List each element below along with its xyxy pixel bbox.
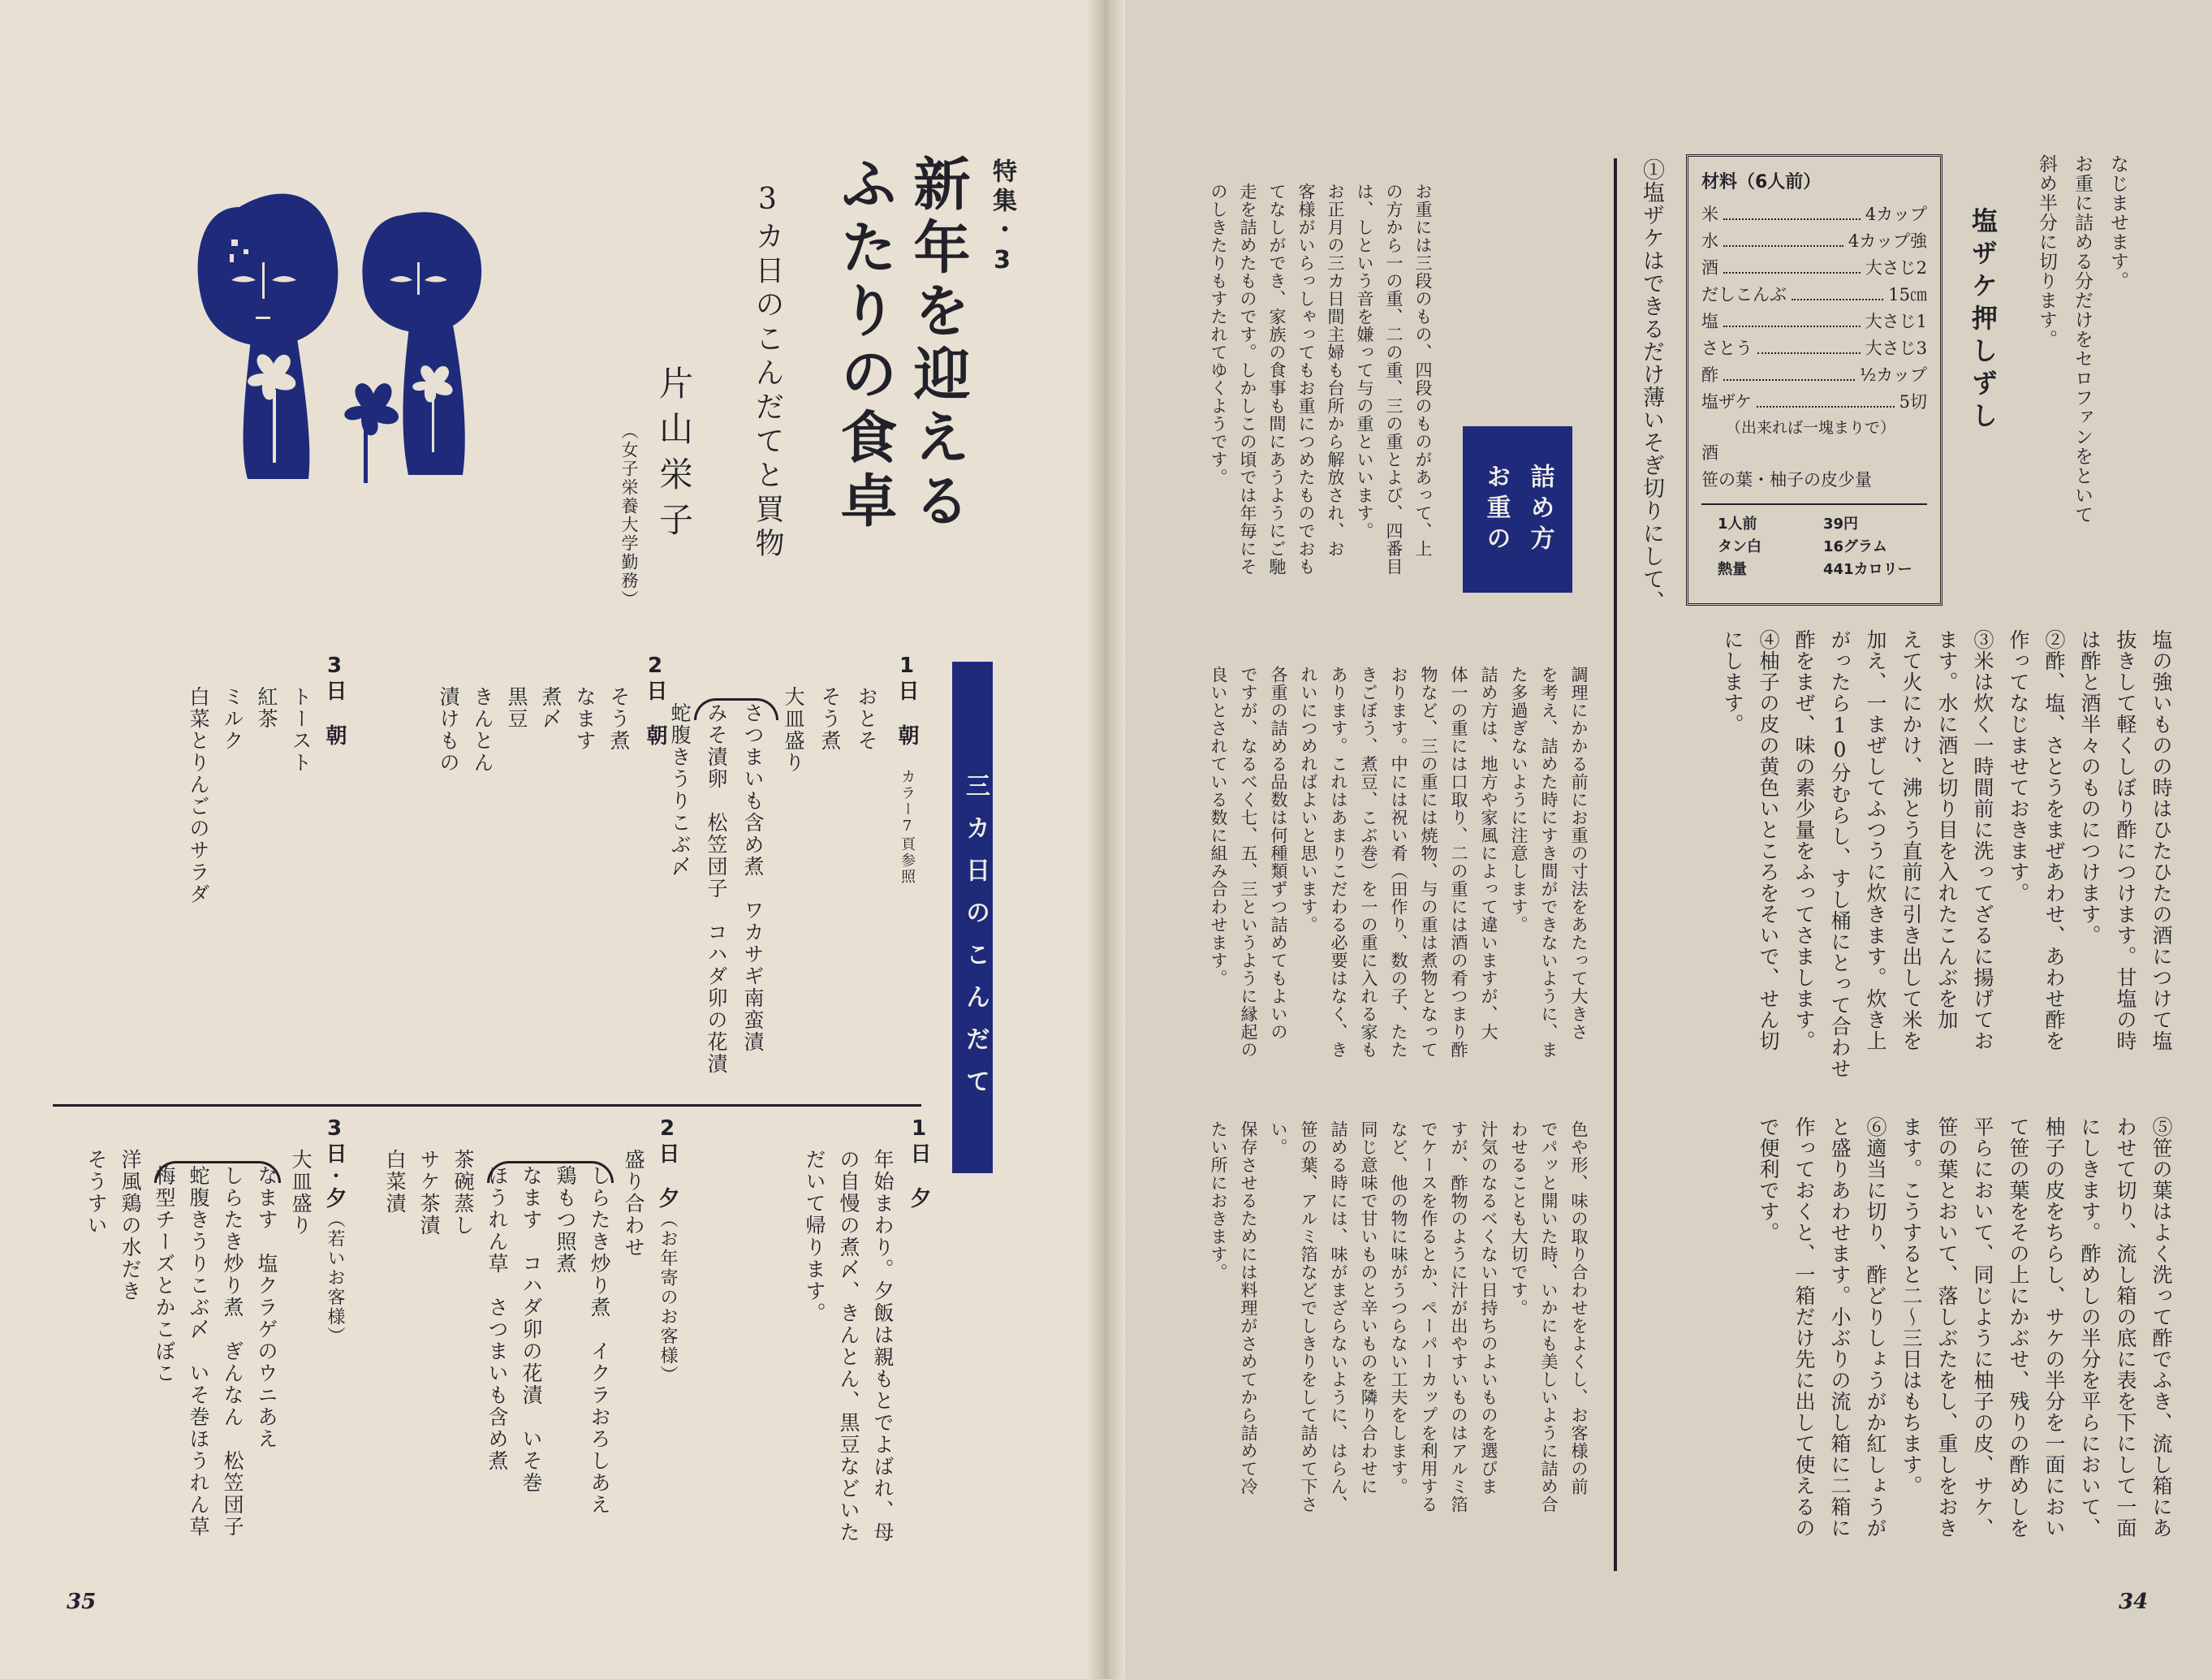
ingredient-name: 米: [1701, 205, 1718, 224]
ojuu-text: ですが、なるべく七、五、三というように縁起の: [1239, 666, 1258, 1059]
nutrition-row: [1701, 536, 1927, 559]
ingredient-qty: ½カップ: [1859, 365, 1927, 385]
day1-dinner-text: だいて帰ります。: [803, 1149, 826, 1324]
intro-col: なじませます。: [2107, 154, 2128, 291]
day1-dinner-text: 年始まわり。夕飯は親もとでよばれ、母: [871, 1149, 895, 1543]
ojuu-text: 詰め方は、地方や家風によって違いますが、大: [1479, 666, 1498, 1041]
nutrition-value: 441カロリー: [1823, 561, 1912, 578]
step-text: 作ってなじませておきます。: [2007, 629, 2030, 904]
day2-dinner-note: （お年寄のお客様）: [658, 1210, 678, 1385]
step-text: 抜きして軽くしぼり酢につけます。甘塩の時: [2114, 629, 2137, 1051]
day3-morning-item: ミルク: [221, 686, 244, 752]
intro-col: お重に詰める分だけをセロファンをといて: [2072, 154, 2093, 524]
day1-dinner-text: の自慢の煮〆、きんとん、黒豆などいた: [837, 1149, 860, 1543]
ingredients-note: （出来れば一塊まりで）: [1726, 419, 1896, 437]
page-left: [0, 0, 1097, 1679]
author-affiliation: （女子栄養大学勤務）: [619, 422, 639, 609]
ojuu-text: てなしができ、家族の食事も間にあうようにご馳: [1267, 183, 1287, 576]
ojuu-text: お正月の三カ日間主婦も台所から解放され、お: [1326, 183, 1345, 558]
day2-morning-meal: 朝: [643, 724, 667, 747]
title-line-2: ふたりの食卓: [831, 154, 899, 534]
ojuu-text: すが、酢物のように汁が出やすいものはアルミ箔: [1449, 1120, 1468, 1513]
ingredient-row: [1701, 309, 1927, 335]
day1-morning-item: そう煮: [818, 686, 842, 752]
ojuu-text: たい所におきます。: [1209, 1120, 1228, 1281]
step-text: 平らにおいて、同じように柚子の皮、サケ、: [1971, 1116, 1994, 1539]
ingredient-qty: 大さじ3: [1865, 339, 1927, 358]
ingredient-row: [1701, 389, 1927, 416]
ojuu-text: あります。これはあまりこだわる必要はなく、き: [1329, 666, 1348, 1059]
day2-morning-item: なます: [573, 686, 597, 752]
day1-dinner: [901, 1116, 937, 1210]
menu-divider: [53, 1104, 921, 1107]
ojuu-text: た多過ぎないように注意します。: [1509, 666, 1529, 934]
ojuu-text: でパッと開いた時、いかにも美しいように詰め合: [1539, 1120, 1559, 1513]
ojuu-text: 各重の詰める品数は何種類ずつ詰めてもよいの: [1269, 666, 1288, 1041]
step-text: ⑥適当に切り、酢どりしょうがか紅しょうが: [1864, 1116, 1887, 1539]
day1-dinner-head: 1日: [907, 1116, 931, 1165]
ojuu-text: の方から一の重、二の重、三の重とよび、四番目: [1384, 183, 1404, 576]
ojuu-middle: [1203, 666, 1609, 1059]
day1-dinner-meal: 夕: [907, 1187, 931, 1210]
day3-morning-item: 紅茶: [255, 686, 278, 730]
subtitle: 3カ日のこんだてと買物: [751, 183, 784, 562]
day2-morning-item: 煮〆: [539, 686, 563, 730]
ojuu-text: 保存させるためには料理がさめてから詰めて冷: [1239, 1120, 1258, 1496]
step-text: ます。こうすると二～三日はもちます。: [1899, 1116, 1923, 1496]
ojuu-text: お重には三段のもの、四段のものがあって、上: [1413, 183, 1433, 558]
ingredient-name: 塩ザケ: [1701, 392, 1753, 412]
ojuu-text: 同じ意味で甘いものと辛いものを隣り合わせに: [1359, 1120, 1378, 1496]
step-text: 柚子の皮をちらし、サケの半分を一面におい: [2042, 1116, 2066, 1539]
ingredient-name: 塩: [1701, 312, 1718, 331]
day1-morning-bracket-item: さつまいも含め煮 ワカサギ南蛮漬: [741, 702, 765, 1053]
day2-dinner-after: 白菜漬: [383, 1149, 407, 1215]
day1-morning-head: 1日: [895, 654, 919, 702]
step-text: 笹の葉とおいて、落しぶたをし、重しをおき: [1935, 1116, 1959, 1539]
day3-morning-head: 3日: [322, 654, 347, 702]
step-text: て笹の葉をその上にかぶせ、残りの酢めしを: [2007, 1116, 2030, 1539]
step-text: ④柚子の皮の黄色いところをそいで、せん切: [1757, 629, 1780, 1051]
step-text: と盛りあわせます。小ぶりの流し箱に二箱に: [1828, 1116, 1852, 1539]
ojuu-text: 良いとされている数に組み合わせます。: [1209, 666, 1228, 987]
section-rule: [1614, 158, 1617, 1571]
day1-morning-note: カラー7頁参照: [899, 769, 916, 885]
ojuu-text: い。: [1269, 1120, 1288, 1156]
ingredient-name: だしこんぶ: [1701, 285, 1787, 304]
nutrition-label: 1人前: [1718, 516, 1757, 533]
step-text: にします。: [1721, 629, 1744, 735]
ingredient-name: 酒: [1701, 258, 1718, 278]
day3-dinner-meal: 夕: [322, 1187, 347, 1210]
ojuu-text: 物など、三の重には焼物、与の重は煮物となって: [1419, 666, 1438, 1059]
extra-item: 酒: [1701, 443, 1718, 463]
ingredients-box: [1686, 154, 1943, 606]
day2-dinner-bracket-item: ほうれん草 さつまいも含め煮: [485, 1165, 509, 1472]
step-text: にしきます。酢めしの半分を平らにおいて、: [2078, 1116, 2102, 1539]
day2-dinner-after: 茶碗蒸し: [451, 1149, 475, 1237]
day3-dinner-bracket-item: 梅型チーズとかこぼこ: [153, 1165, 176, 1384]
day2-dinner-item: 盛り合わせ: [622, 1149, 645, 1258]
step-text: ます。水に酒と切り目を入れたこんぶを加: [1935, 629, 1959, 1030]
step-text: 塩の強いものの時はひたひたの酒につけて塩: [2149, 629, 2173, 1051]
ojuu-text: 汁気のなるべくない日持ちのよいものを選びま: [1479, 1120, 1498, 1496]
day2-dinner-meal: 夕: [655, 1187, 679, 1210]
nutrition-value: 39円: [1823, 516, 1859, 533]
day3-morning-item: 白菜とりんごのサラダ: [187, 686, 210, 905]
nutrition-label: タン白: [1718, 538, 1761, 555]
day3-morning: [317, 654, 352, 747]
ingredient-name: さとう: [1701, 339, 1753, 358]
ojuu-text: 笹の葉、アルミ箔などでしきりをして詰めて下さ: [1299, 1120, 1318, 1513]
day2-dinner-bracket-item: しらたき炒り煮 イクラおろしあえ: [588, 1165, 611, 1516]
ojuu-text: 調理にかかる前にお重の寸法をあたって大きさ: [1569, 666, 1589, 1041]
ojuu-text: を考え、詰めた時にすき間ができないように、ま: [1539, 666, 1559, 1059]
ojuu-text: きごぼう、煮豆、こぶ巻）を一の重に入れる家も: [1359, 666, 1378, 1059]
steps-block-lower: [1623, 1116, 2184, 1620]
step-text: は酢と酒半々のものにつけます。: [2078, 629, 2102, 946]
day1-morning-bracket-item: 蛇腹きうりこぶ〆: [668, 702, 692, 878]
step-text: ⑤笹の葉はよく洗って酢でふき、流し箱にあ: [2149, 1116, 2173, 1539]
day3-dinner-after: 洋風鶏の水だき: [119, 1149, 142, 1302]
ojuu-text: でケースを作るとか、ペーパーカップを利用する: [1419, 1120, 1438, 1513]
day2-dinner-after: サケ茶漬: [417, 1149, 441, 1237]
ojuu-text: は、しという音を嫌って与の重といいます。: [1355, 183, 1374, 540]
day1-morning: [889, 654, 925, 1076]
day2-morning-head: 2日: [643, 654, 667, 702]
ingredient-qty: 4カップ: [1865, 205, 1927, 224]
step-text: ①塩ザケはできるだけ薄いそぎ切りにして、: [1639, 158, 1664, 613]
title-line-1: 新年を迎える: [904, 154, 972, 534]
ojuu-text: 客様がいらっしゃってもお重につめたものでおも: [1296, 183, 1316, 576]
day3-dinner-head: 3日: [322, 1116, 347, 1165]
page-number-left: 35: [67, 1590, 97, 1614]
ingredient-qty: 5切: [1899, 392, 1927, 412]
day3-morning-item: トースト: [289, 686, 313, 774]
ojuu-heading-line: お重の: [1481, 463, 1511, 556]
ingredients-list: [1701, 201, 1927, 416]
nutrition-table: [1701, 503, 1927, 581]
day2-dinner-bracket-item: なます コハダ卯の花漬 いそ巻: [520, 1165, 543, 1494]
ojuu-text: 体一の重には口取り、二の重には酒の肴つまり酢: [1449, 666, 1468, 1059]
ojuu-text: 走を詰めたものです。しかしこの頃では年毎にそ: [1238, 183, 1257, 576]
ingredient-name: 酢: [1701, 365, 1718, 385]
day2-morning-item: そう煮: [607, 686, 631, 752]
step-text: わせて切り、流し箱の底に表を下にして一面: [2114, 1116, 2137, 1539]
ojuu-text: 詰める時には、味がまざらないように、はらん、: [1329, 1120, 1348, 1513]
ingredient-qty: 大さじ2: [1865, 258, 1927, 278]
day2-morning-item: きんとん: [471, 686, 494, 774]
page-number-right: 34: [2119, 1590, 2149, 1614]
ingredient-qty: 15㎝: [1888, 285, 1927, 304]
step-text: えて火にかけ、沸とう直前に引き出して米を: [1899, 629, 1923, 1051]
breakfast-menus: [162, 654, 934, 1084]
ojuu-text: 色や形、味の取り合わせをよくし、お客様の前: [1569, 1120, 1589, 1496]
ojuu-text: わせることも大切です。: [1509, 1120, 1529, 1317]
day2-dinner-bracket-item: 鶏もつ照煮: [554, 1165, 577, 1275]
day3-dinner: 3日・夕（若いお客様）: [322, 1116, 347, 1346]
nutrition-label: 熱量: [1718, 561, 1747, 578]
day3-dinner-bracket-item: しらたき炒り煮 ぎんなん 松笠団子: [221, 1165, 244, 1538]
ingredient-row: [1701, 201, 1927, 228]
day3-dinner-bracket-item: 蛇腹きうりこぶ〆 いそ巻ほうれん草: [187, 1165, 210, 1538]
extra-item: 笹の葉・柚子の皮少量: [1701, 470, 1872, 490]
step-text: ②酢、塩、さとうをまぜあわせ、あわせ酢を: [2042, 629, 2066, 1051]
day3-dinner-note: （若いお客様）: [325, 1210, 345, 1346]
ojuu-text: れいにつめればよいと思います。: [1299, 666, 1318, 934]
intro-col: 斜め半分に切ります。: [2036, 154, 2057, 349]
day1-morning-bracket-item: みそ漬卵 松笠団子 コハダ卯の花漬: [705, 702, 728, 1075]
nutrition-value: 16グラム: [1823, 538, 1887, 555]
day2-dinner-head: 2日: [655, 1116, 679, 1165]
author-name: 片山栄子: [654, 365, 694, 547]
day3-dinner-item: 大皿盛り: [289, 1149, 313, 1237]
ingredient-qty: 4カップ強: [1848, 231, 1927, 251]
step-text: ③米は炊く一時間前に洗ってざるに揚げてお: [1971, 629, 1994, 1051]
page-right: [1114, 0, 2212, 1679]
ingredient-row: [1701, 255, 1927, 282]
ingredient-row: [1701, 335, 1927, 362]
day3-morning-meal: 朝: [322, 724, 347, 747]
kokeshi-illustration: [183, 158, 532, 507]
nutrition-row: [1701, 513, 1927, 536]
ingredient-row: [1701, 362, 1927, 389]
day2-morning: [637, 654, 673, 747]
day3-dinner-after: そうすい: [84, 1149, 108, 1237]
day1-morning-meal: 朝: [895, 724, 919, 747]
step-text: で便利です。: [1757, 1116, 1780, 1243]
day1-morning-item: おとそ: [855, 686, 878, 752]
day2-morning-item: 漬けもの: [437, 686, 460, 774]
feature-label: 特集・3: [988, 158, 1016, 279]
day2-dinner: [649, 1116, 685, 1385]
step-text: 加え、一まぜしてふつうに炊きます。炊き上: [1864, 629, 1887, 1051]
ojuu-text: のしきたりもすたれてゆくようです。: [1209, 183, 1228, 486]
ojuu-heading-line: 詰め方: [1525, 463, 1554, 556]
step-text: 酢をまぜ、味の素少量をふってさまします。: [1792, 629, 1816, 1051]
ingredients-heading: 材料（6人前）: [1701, 172, 1822, 192]
ojuu-text: など、他の物に味がうつらない工夫をします。: [1389, 1120, 1408, 1496]
ojuu-bottom: [1203, 1120, 1609, 1575]
ingredient-name: 水: [1701, 231, 1718, 251]
ingredient-row: [1701, 282, 1927, 309]
step-text: がったら10分むらし、すし桶にとって合わせ: [1828, 629, 1852, 1079]
day2-morning-item: 黒豆: [505, 686, 528, 730]
ojuu-text: おります。中には祝い肴（田作り、数の子、たた: [1389, 666, 1408, 1059]
menu-banner: 三カ日のこんだて: [952, 662, 993, 1173]
nutrition-row: [1701, 559, 1927, 581]
step-text: 作っておくと、一箱だけ先に出して使えるの: [1792, 1116, 1816, 1539]
dinner-menus: [65, 1116, 942, 1603]
day1-morning-item: 大皿盛り: [782, 686, 805, 774]
recipe-title: 塩ザケ押しずし: [1968, 207, 1999, 434]
day3-dinner-bracket-item: なます 塩クラゲのウニあえ: [255, 1165, 278, 1450]
ingredient-row: [1701, 228, 1927, 255]
ingredient-qty: 大さじ1: [1865, 312, 1927, 331]
